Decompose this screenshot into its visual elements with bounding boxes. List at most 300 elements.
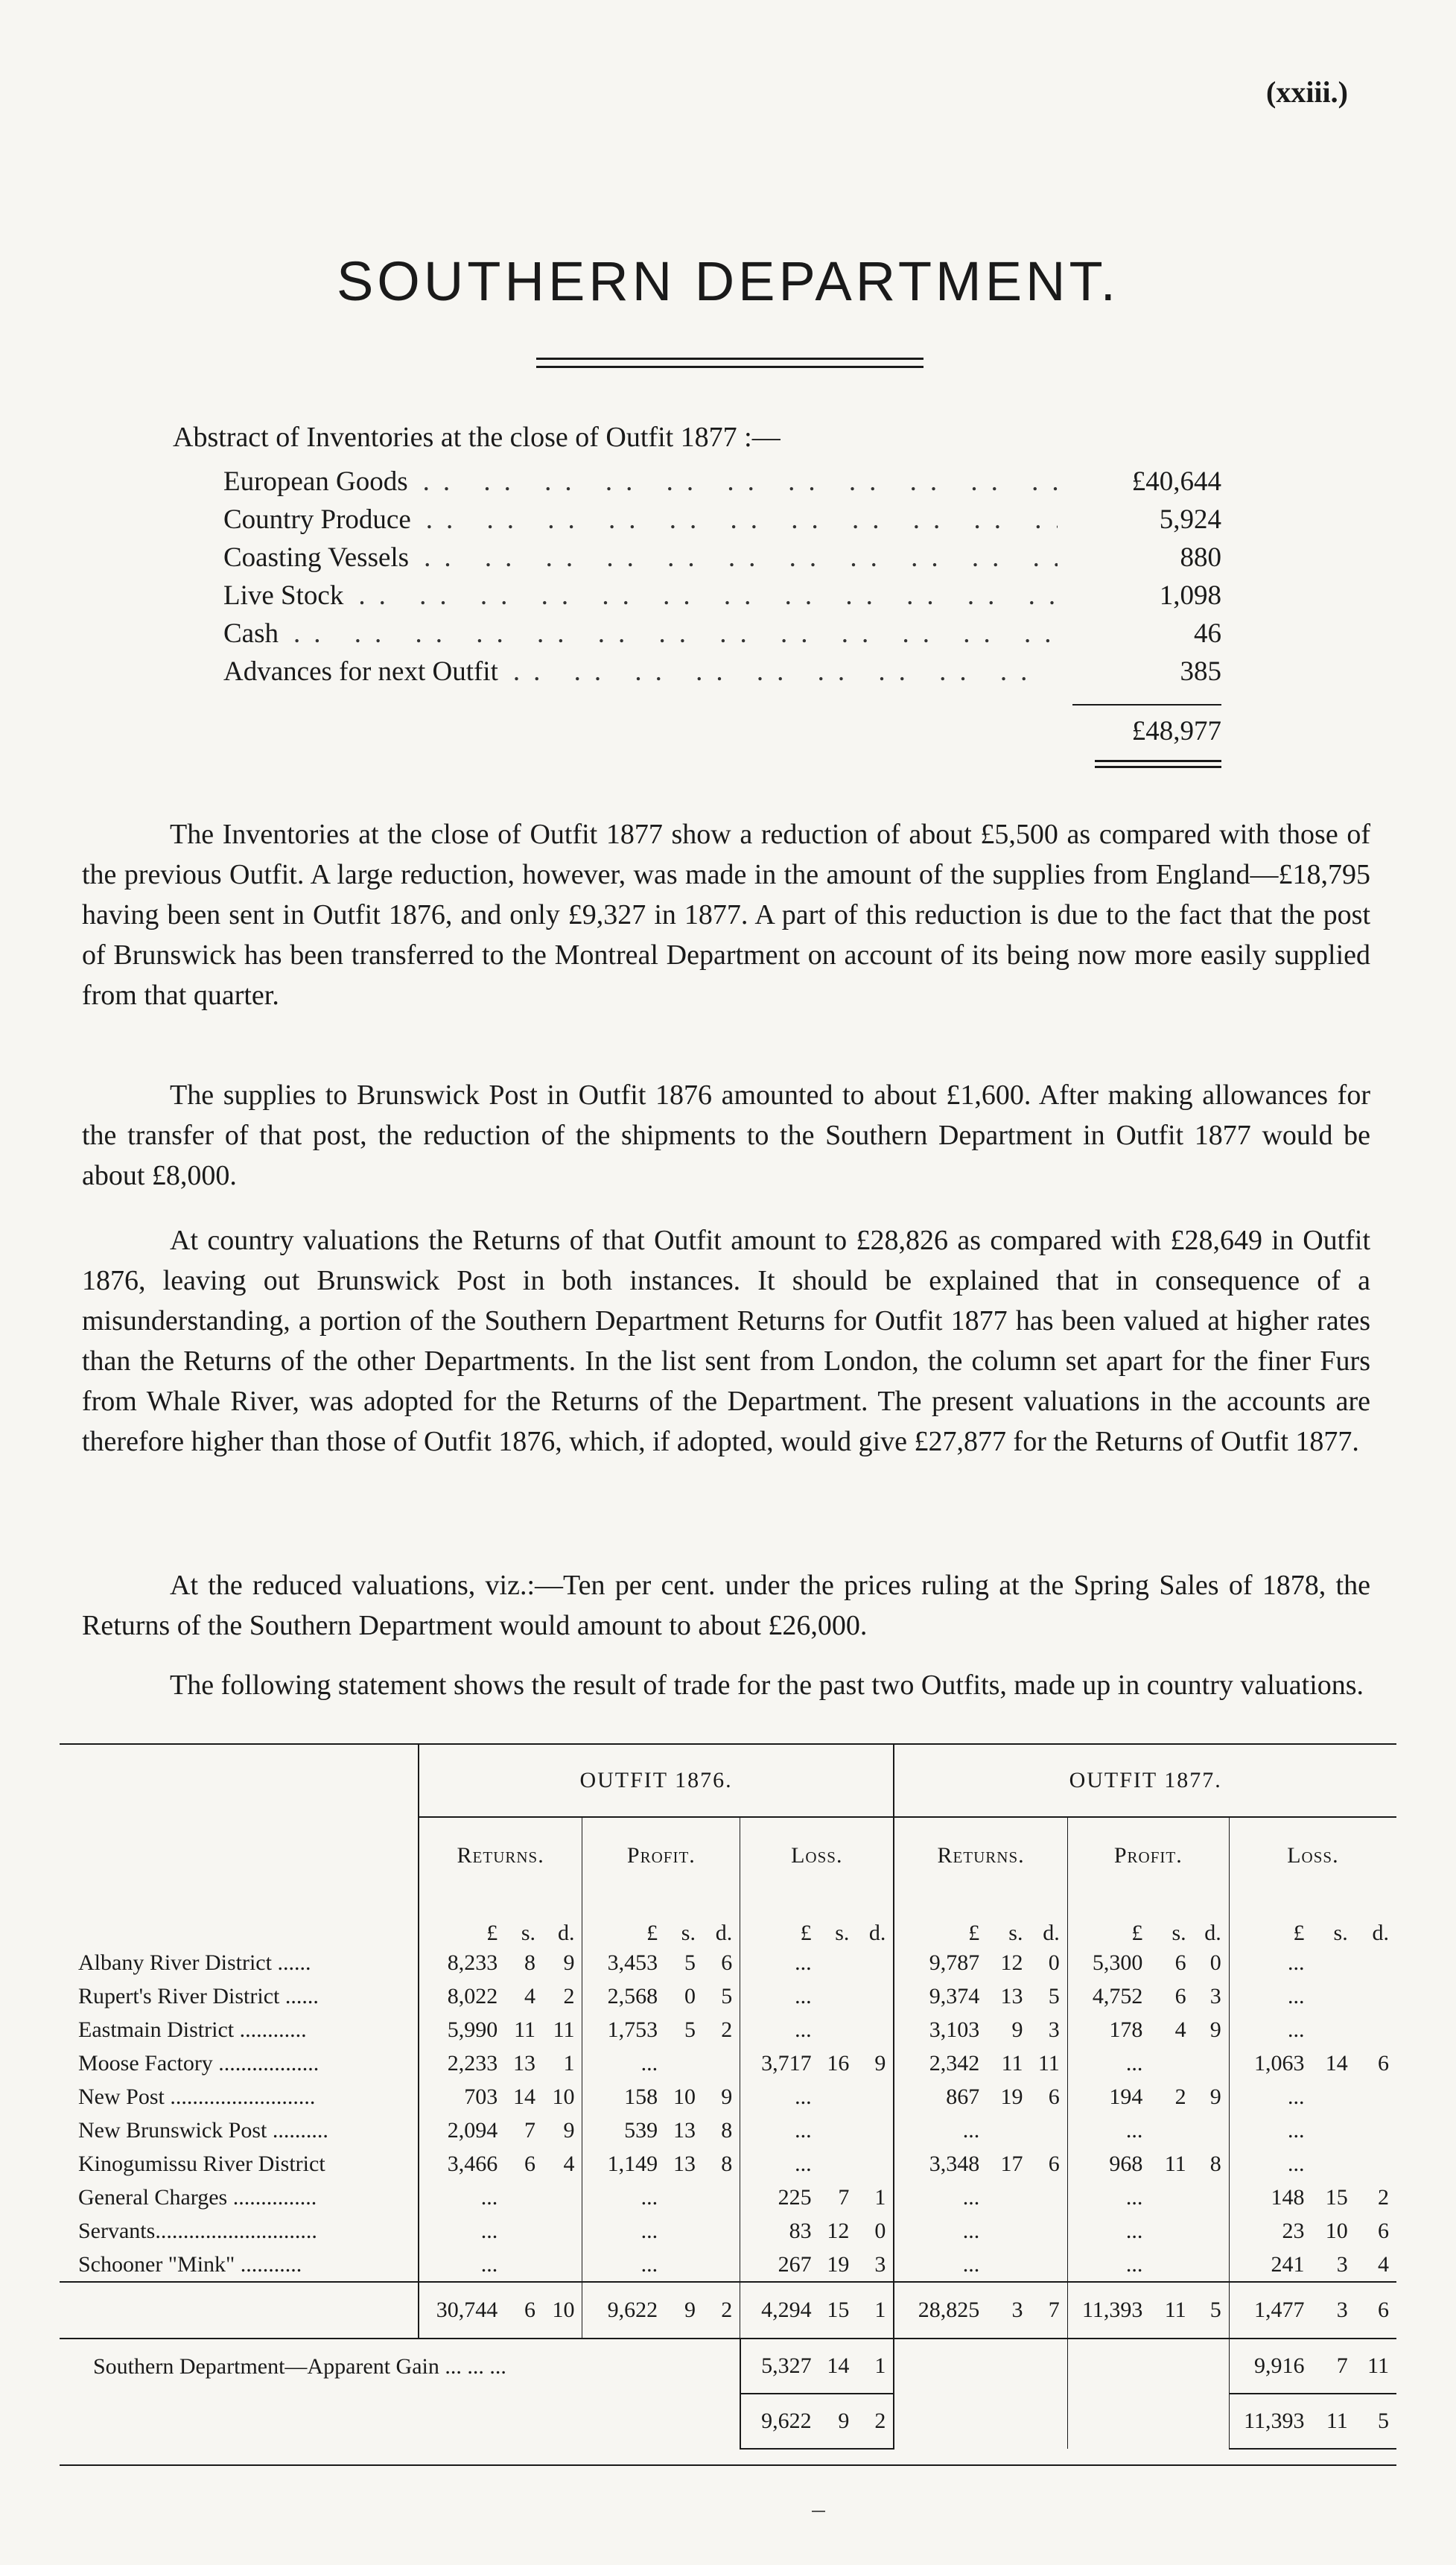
unit-label: s. xyxy=(521,1921,536,1945)
amount-cell: 11 xyxy=(553,2017,575,2042)
amount-cell xyxy=(856,2114,894,2147)
units-row xyxy=(60,1894,1396,1946)
inventory-row xyxy=(223,656,1221,694)
unit-label: d. xyxy=(868,1921,886,1945)
amount-cell: 5,327 xyxy=(740,2339,819,2394)
amount-cell: ... xyxy=(1067,2046,1150,2080)
inventory-label: Advances for next Outfit xyxy=(223,656,498,687)
amount-cell: 9 xyxy=(1011,2017,1023,2042)
amount-cell: 4 xyxy=(1378,2251,1389,2277)
trade-result-table xyxy=(60,1743,1396,2466)
amount-cell: ... xyxy=(1229,1946,1312,1979)
amount-cell: ... xyxy=(894,2248,987,2282)
amount-cell: 5 xyxy=(1194,2282,1230,2339)
table-row xyxy=(60,2080,1396,2114)
leader-dots xyxy=(424,542,1058,574)
district-label: Servants............................. xyxy=(78,2218,317,2243)
amount-cell xyxy=(1312,1979,1355,2013)
table-row xyxy=(60,2214,1396,2248)
amount-cell: ... xyxy=(419,2181,505,2214)
unit-label: d. xyxy=(557,1921,575,1945)
inventory-value: 46 xyxy=(1194,618,1221,649)
profit-1877-header: Profit. xyxy=(1067,1817,1229,1894)
amount-cell: 19 xyxy=(827,2251,850,2277)
amount-cell: 11 xyxy=(1001,2050,1023,2076)
amount-cell: 9,622 xyxy=(582,2282,665,2339)
amount-cell xyxy=(703,2181,740,2214)
amount-cell: 158 xyxy=(582,2080,665,2114)
amount-cell: 539 xyxy=(582,2114,665,2147)
amount-cell: 7 xyxy=(524,2117,536,2143)
page-title: SOUTHERN DEPARTMENT. xyxy=(336,250,1120,312)
amount-cell xyxy=(1030,2181,1067,2214)
amount-cell xyxy=(819,2080,857,2114)
district-label: New Post .......................... xyxy=(78,2084,316,2109)
amount-cell: 178 xyxy=(1067,2013,1150,2046)
district-label: Kinogumissu River District xyxy=(78,2151,325,2176)
table-row xyxy=(60,2248,1396,2282)
leader-dots xyxy=(513,656,1058,688)
amount-cell: ... xyxy=(894,2214,987,2248)
amount-cell: 7 xyxy=(838,2184,850,2210)
amount-cell xyxy=(1150,2181,1193,2214)
amount-cell xyxy=(1194,2248,1230,2282)
unit-label: s. xyxy=(1008,1921,1023,1945)
amount-cell: 17 xyxy=(1000,2151,1023,2176)
paragraph-reduced-valuations: At the reduced valuations, viz.:—Ten per cent. under the prices ruling at the Spring Sales of 1878, the Returns of the Southern Department would amount to about £26,000. xyxy=(82,1570,1370,1641)
amount-cell: 6 xyxy=(1048,2151,1060,2176)
unit-label: s. xyxy=(1172,1921,1186,1945)
amount-cell xyxy=(1150,2114,1193,2147)
amount-cell: ... xyxy=(1067,2114,1150,2147)
amount-cell xyxy=(819,1946,857,1979)
amount-cell: ... xyxy=(1229,2080,1312,2114)
amount-cell: 241 xyxy=(1229,2248,1312,2282)
loss-1877-header: Loss. xyxy=(1229,1817,1396,1894)
district-label: Albany River District ...... xyxy=(78,1950,311,1975)
amount-cell xyxy=(1194,2114,1230,2147)
table-row xyxy=(60,2181,1396,2214)
unit-label: s. xyxy=(681,1921,696,1945)
amount-cell: 10 xyxy=(1325,2218,1348,2243)
district-label: Schooner "Mink" ........... xyxy=(78,2251,302,2277)
amount-cell: ... xyxy=(740,2013,819,2046)
amount-cell: 1,477 xyxy=(1229,2282,1312,2339)
amount-cell: 5 xyxy=(1355,2394,1396,2449)
amount-cell: 7 xyxy=(1030,2282,1067,2339)
amount-cell xyxy=(543,2248,582,2282)
amount-cell: ... xyxy=(894,2181,987,2214)
amount-cell: 5 xyxy=(684,1950,696,1975)
amount-cell: 4,294 xyxy=(740,2282,819,2339)
amount-cell: 12 xyxy=(1000,1950,1023,1975)
amount-cell: 14 xyxy=(513,2084,536,2109)
amount-cell: 6 xyxy=(1048,2084,1060,2109)
amount-cell xyxy=(543,2214,582,2248)
amount-cell xyxy=(1355,2114,1396,2147)
table-bottom-rule xyxy=(60,2450,1396,2466)
inventory-label: European Goods xyxy=(223,466,408,497)
amount-cell: ... xyxy=(1067,2214,1150,2248)
amount-cell: 1 xyxy=(874,2184,886,2210)
amount-cell xyxy=(856,2147,894,2181)
amount-cell: 3,717 xyxy=(740,2046,819,2080)
amount-cell: 11 xyxy=(1150,2282,1193,2339)
amount-cell xyxy=(1355,2147,1396,2181)
amount-cell: 15 xyxy=(1325,2184,1348,2210)
leader-dots xyxy=(426,504,1058,536)
amount-cell: 225 xyxy=(740,2181,819,2214)
amount-cell xyxy=(1312,2114,1355,2147)
inventory-row xyxy=(223,542,1221,580)
amount-cell xyxy=(1030,2248,1067,2282)
amount-cell: 2,568 xyxy=(582,1979,665,2013)
leader-dots xyxy=(358,580,1058,612)
amount-cell: 11 xyxy=(1367,2353,1389,2378)
inventory-value: £40,644 xyxy=(1131,466,1221,497)
amount-cell: 19 xyxy=(1000,2084,1023,2109)
amount-cell: 6 xyxy=(1174,1983,1186,2008)
amount-cell xyxy=(856,1946,894,1979)
amount-cell: 83 xyxy=(740,2214,819,2248)
amount-cell: 11 xyxy=(1312,2394,1355,2449)
amount-cell xyxy=(1355,2080,1396,2114)
inventory-list xyxy=(223,466,1221,694)
amount-cell: 3,103 xyxy=(894,2013,987,2046)
amount-cell xyxy=(856,2080,894,2114)
amount-cell: 15 xyxy=(819,2282,857,2339)
amount-cell: 867 xyxy=(894,2080,987,2114)
amount-cell xyxy=(505,2181,543,2214)
amount-cell: ... xyxy=(740,1946,819,1979)
inventory-total-double-rule xyxy=(1095,760,1221,768)
district-label: Rupert's River District ...... xyxy=(78,1983,319,2008)
amount-cell xyxy=(1194,2046,1230,2080)
amount-cell: 1 xyxy=(874,2353,886,2378)
amount-cell: 6 xyxy=(1355,2282,1396,2339)
amount-cell: 23 xyxy=(1229,2214,1312,2248)
amount-cell: 2,094 xyxy=(419,2114,505,2147)
amount-cell xyxy=(819,2114,857,2147)
amount-cell: ... xyxy=(740,2114,819,2147)
amount-cell: 3 xyxy=(1312,2282,1355,2339)
amount-cell: 5,300 xyxy=(1067,1946,1150,1979)
amount-cell: 4 xyxy=(563,2151,575,2176)
amount-cell: 3 xyxy=(1048,2017,1060,2042)
inventory-label: Cash xyxy=(223,618,279,649)
district-label: Moose Factory .................. xyxy=(78,2050,320,2076)
amount-cell: ... xyxy=(582,2214,665,2248)
table-row xyxy=(60,1979,1396,2013)
unit-label: s. xyxy=(835,1921,850,1945)
amount-cell: ... xyxy=(582,2248,665,2282)
amount-cell: ... xyxy=(740,2147,819,2181)
amount-cell xyxy=(856,2013,894,2046)
amount-cell: ... xyxy=(1067,2181,1150,2214)
amount-cell xyxy=(987,2181,1030,2214)
amount-cell: 267 xyxy=(740,2248,819,2282)
totals-row xyxy=(60,2282,1396,2339)
unit-label: s. xyxy=(1333,1921,1348,1945)
amount-cell: 9,916 xyxy=(1229,2339,1312,2394)
amount-cell xyxy=(819,1979,857,2013)
amount-cell: 3 xyxy=(874,2251,886,2277)
amount-cell: 11 xyxy=(1037,2050,1060,2076)
amount-cell: ... xyxy=(1229,2013,1312,2046)
amount-cell: 14 xyxy=(1325,2050,1348,2076)
amount-cell: 8 xyxy=(524,1950,536,1975)
amount-cell: ... xyxy=(1067,2248,1150,2282)
paragraph-brunswick: The supplies to Brunswick Post in Outfit 1876 amounted to about £1,600. After making allowances for the transfer of that post, the reduction of the shipments to the Southern Department in Outfit 1877 would be about £8,000. xyxy=(82,1079,1370,1191)
amount-cell: 8,233 xyxy=(419,1946,505,1979)
outfit-1876-header: OUTFIT 1876. xyxy=(419,1745,894,1817)
amount-cell xyxy=(665,2046,703,2080)
amount-cell: 30,744 xyxy=(419,2282,505,2339)
amount-cell: ... xyxy=(419,2214,505,2248)
amount-cell: 3,466 xyxy=(419,2147,505,2181)
inventory-row xyxy=(223,466,1221,504)
amount-cell: 1,063 xyxy=(1229,2046,1312,2080)
amount-cell: ... xyxy=(740,2080,819,2114)
amount-cell: 5 xyxy=(721,1983,733,2008)
unit-label: d. xyxy=(1372,1921,1389,1945)
amount-cell xyxy=(1312,2013,1355,2046)
amount-cell: 4,752 xyxy=(1067,1979,1150,2013)
inventory-total: £48,977 xyxy=(1131,716,1221,746)
amount-cell: 0 xyxy=(1048,1950,1060,1975)
amount-cell: 9 xyxy=(1209,2084,1221,2109)
page-number: (xxiii.) xyxy=(1266,75,1348,109)
amount-cell: 5 xyxy=(684,2017,696,2042)
amount-cell xyxy=(1312,2147,1355,2181)
amount-cell: 9 xyxy=(563,1950,575,1975)
unit-label: d. xyxy=(715,1921,733,1945)
amount-cell xyxy=(665,2214,703,2248)
amount-cell xyxy=(665,2248,703,2282)
amount-cell: 4 xyxy=(1174,2017,1186,2042)
amount-cell: 1,149 xyxy=(582,2147,665,2181)
amount-cell: 5,990 xyxy=(419,2013,505,2046)
amount-cell xyxy=(819,2147,857,2181)
amount-cell xyxy=(1150,2248,1193,2282)
amount-cell: 9,374 xyxy=(894,1979,987,2013)
table-row xyxy=(60,2046,1396,2080)
amount-cell: 11,393 xyxy=(1067,2282,1150,2339)
amount-cell xyxy=(703,2046,740,2080)
returns-1877-header: Returns. xyxy=(894,1817,1067,1894)
paragraph-valuations: At country valuations the Returns of that Outfit amount to £28,826 as compared with £28,649 in Outfit 1876, leaving out Brunswick Post in both instances. It should be explained that in consequence of a misunderstanding, a portion of the Southern Department Returns for Outfit 1877 has been valued at higher rates than the Returns of the other Departments. In the list sent from London, the column set apart for the finer Furs from Whale River, was adopted for the Returns of the Department. The present valuations in the accounts are therefore higher than those of Outfit 1876, which, if adopted, would give £27,877 for the Returns of Outfit 1877. xyxy=(82,1225,1370,1457)
unit-label: £ xyxy=(1067,1894,1150,1946)
amount-cell: 2 xyxy=(856,2394,894,2449)
abstract-heading: Abstract of Inventories at the close of Outfit 1877 :— xyxy=(173,422,781,453)
amount-cell: 13 xyxy=(513,2050,536,2076)
inventory-total-rule xyxy=(1072,704,1221,706)
amount-cell: 10 xyxy=(552,2084,575,2109)
amount-cell: 2 xyxy=(563,1983,575,2008)
amount-cell: ... xyxy=(582,2046,665,2080)
amount-cell: 10 xyxy=(673,2084,696,2109)
amount-cell: 13 xyxy=(673,2151,696,2176)
amount-cell xyxy=(1030,2214,1067,2248)
amount-cell: ... xyxy=(1229,2147,1312,2181)
amount-cell xyxy=(1355,2013,1396,2046)
paragraph-inventories: The Inventories at the close of Outfit 1877 show a reduction of about £5,500 as compared with those of the previous Outfit. A large reduction, however, was made in the amount of the supplies from England—£18,795 having been sent in Outfit 1876, and only £9,327 in 1877. A part of this reduction is due to the fact that the post of Brunswick has been transferred to the Montreal Department on account of its being now more easily supplied from that quarter. xyxy=(82,819,1370,1011)
amount-cell: 6 xyxy=(524,2151,536,2176)
district-label: General Charges ............... xyxy=(78,2184,317,2210)
district-label: New Brunswick Post .......... xyxy=(78,2117,328,2143)
amount-cell xyxy=(1312,1946,1355,1979)
inventory-value: 1,098 xyxy=(1159,580,1221,611)
inventory-label: Live Stock xyxy=(223,580,344,611)
unit-label: £ xyxy=(582,1894,665,1946)
amount-cell: 9,787 xyxy=(894,1946,987,1979)
amount-cell: 8 xyxy=(721,2151,733,2176)
amount-cell: 2,342 xyxy=(894,2046,987,2080)
table-row xyxy=(60,2147,1396,2181)
amount-cell: 3 xyxy=(1336,2251,1348,2277)
paragraph-statement-intro: The following statement shows the result of trade for the past two Outfits, made up in country valuations. xyxy=(170,1670,1364,1701)
amount-cell: 28,825 xyxy=(894,2282,987,2339)
amount-cell xyxy=(1030,2114,1067,2147)
apparent-gain-row xyxy=(60,2339,1396,2394)
amount-cell xyxy=(1194,2214,1230,2248)
amount-cell xyxy=(505,2248,543,2282)
amount-cell: ... xyxy=(894,2114,987,2147)
amount-cell: 9 xyxy=(819,2394,857,2449)
amount-cell: 3 xyxy=(1209,1983,1221,2008)
inventory-label: Coasting Vessels xyxy=(223,542,410,573)
profit-1876-header: Profit. xyxy=(582,1817,740,1894)
amount-cell: 8 xyxy=(721,2117,733,2143)
amount-cell xyxy=(505,2214,543,2248)
apparent-gain-label: Southern Department—Apparent Gain ... ... ... xyxy=(93,2353,506,2379)
amount-cell: 2 xyxy=(703,2282,740,2339)
amount-cell: 6 xyxy=(1174,1950,1186,1975)
amount-cell: ... xyxy=(1229,2114,1312,2147)
amount-cell xyxy=(856,1979,894,2013)
unit-label: d. xyxy=(1043,1921,1060,1945)
amount-cell xyxy=(1150,2214,1193,2248)
returns-1876-header: Returns. xyxy=(419,1817,582,1894)
unit-label: £ xyxy=(419,1894,505,1946)
amount-cell: 148 xyxy=(1229,2181,1312,2214)
amount-cell: 4 xyxy=(524,1983,536,2008)
inventory-value: 385 xyxy=(1180,656,1221,687)
inventory-row xyxy=(223,504,1221,542)
amount-cell: 9 xyxy=(721,2084,733,2109)
amount-cell: ... xyxy=(582,2181,665,2214)
amount-cell: 3 xyxy=(987,2282,1030,2339)
amount-cell: 0 xyxy=(1209,1950,1221,1975)
amount-cell: 0 xyxy=(874,2218,886,2243)
amount-cell: 703 xyxy=(419,2080,505,2114)
amount-cell: 0 xyxy=(684,1983,696,2008)
page-mark xyxy=(812,2511,825,2512)
amount-cell xyxy=(1355,1946,1396,1979)
amount-cell: 16 xyxy=(827,2050,850,2076)
title-rule xyxy=(536,358,923,368)
amount-cell: 2 xyxy=(1174,2084,1186,2109)
balance-row xyxy=(60,2394,1396,2449)
unit-label: £ xyxy=(1229,1894,1312,1946)
amount-cell: 6 xyxy=(1378,2050,1389,2076)
amount-cell: 12 xyxy=(827,2218,850,2243)
amount-cell: 3,348 xyxy=(894,2147,987,2181)
amount-cell: ... xyxy=(419,2248,505,2282)
inventory-row xyxy=(223,618,1221,656)
amount-cell: 2 xyxy=(1378,2184,1389,2210)
unit-label: £ xyxy=(894,1894,987,1946)
inventory-value: 5,924 xyxy=(1159,504,1221,535)
amount-cell xyxy=(819,2013,857,2046)
amount-cell: 11 xyxy=(1164,2151,1186,2176)
amount-cell xyxy=(665,2181,703,2214)
amount-cell: ... xyxy=(1229,1979,1312,2013)
amount-cell xyxy=(1355,1979,1396,2013)
amount-cell: 10 xyxy=(543,2282,582,2339)
amount-cell: 9 xyxy=(563,2117,575,2143)
amount-cell: 13 xyxy=(673,2117,696,2143)
amount-cell: 1,753 xyxy=(582,2013,665,2046)
amount-cell: 6 xyxy=(1378,2218,1389,2243)
amount-cell: 2 xyxy=(721,2017,733,2042)
amount-cell: 9 xyxy=(1209,2017,1221,2042)
amount-cell: 5 xyxy=(1048,1983,1060,2008)
amount-cell: 11,393 xyxy=(1229,2394,1312,2449)
amount-cell: 7 xyxy=(1336,2353,1348,2378)
amount-cell: 11 xyxy=(514,2017,536,2042)
amount-cell: 9 xyxy=(874,2050,886,2076)
amount-cell: 13 xyxy=(1000,1983,1023,2008)
table-row xyxy=(60,2114,1396,2147)
leader-dots xyxy=(293,618,1058,650)
amount-cell: 6 xyxy=(505,2282,543,2339)
amount-cell xyxy=(543,2181,582,2214)
amount-cell: 14 xyxy=(827,2353,850,2378)
amount-cell: 9,622 xyxy=(740,2394,819,2449)
amount-cell: 194 xyxy=(1067,2080,1150,2114)
inventory-row xyxy=(223,580,1221,618)
amount-cell xyxy=(1150,2046,1193,2080)
inventory-value: 880 xyxy=(1180,542,1221,573)
amount-cell xyxy=(987,2248,1030,2282)
amount-cell xyxy=(987,2214,1030,2248)
amount-cell: 9 xyxy=(665,2282,703,2339)
amount-cell: 1 xyxy=(563,2050,575,2076)
amount-cell: 3,453 xyxy=(582,1946,665,1979)
amount-cell xyxy=(1312,2080,1355,2114)
amount-cell xyxy=(703,2248,740,2282)
inventory-label: Country Produce xyxy=(223,504,411,535)
amount-cell: 968 xyxy=(1067,2147,1150,2181)
unit-label: £ xyxy=(740,1894,819,1946)
outfit-1877-header: OUTFIT 1877. xyxy=(894,1745,1396,1817)
table-row xyxy=(60,2013,1396,2046)
unit-label: d. xyxy=(1204,1921,1221,1945)
amount-cell: 8,022 xyxy=(419,1979,505,2013)
amount-cell: 8 xyxy=(1209,2151,1221,2176)
amount-cell: ... xyxy=(740,1979,819,2013)
amount-cell: 6 xyxy=(721,1950,733,1975)
amount-cell xyxy=(1194,2181,1230,2214)
amount-cell: 1 xyxy=(856,2282,894,2339)
table-row xyxy=(60,1946,1396,1979)
amount-cell xyxy=(987,2114,1030,2147)
district-label: Eastmain District ............ xyxy=(78,2017,307,2042)
amount-cell: 2,233 xyxy=(419,2046,505,2080)
amount-cell xyxy=(703,2214,740,2248)
leader-dots xyxy=(423,466,1058,498)
